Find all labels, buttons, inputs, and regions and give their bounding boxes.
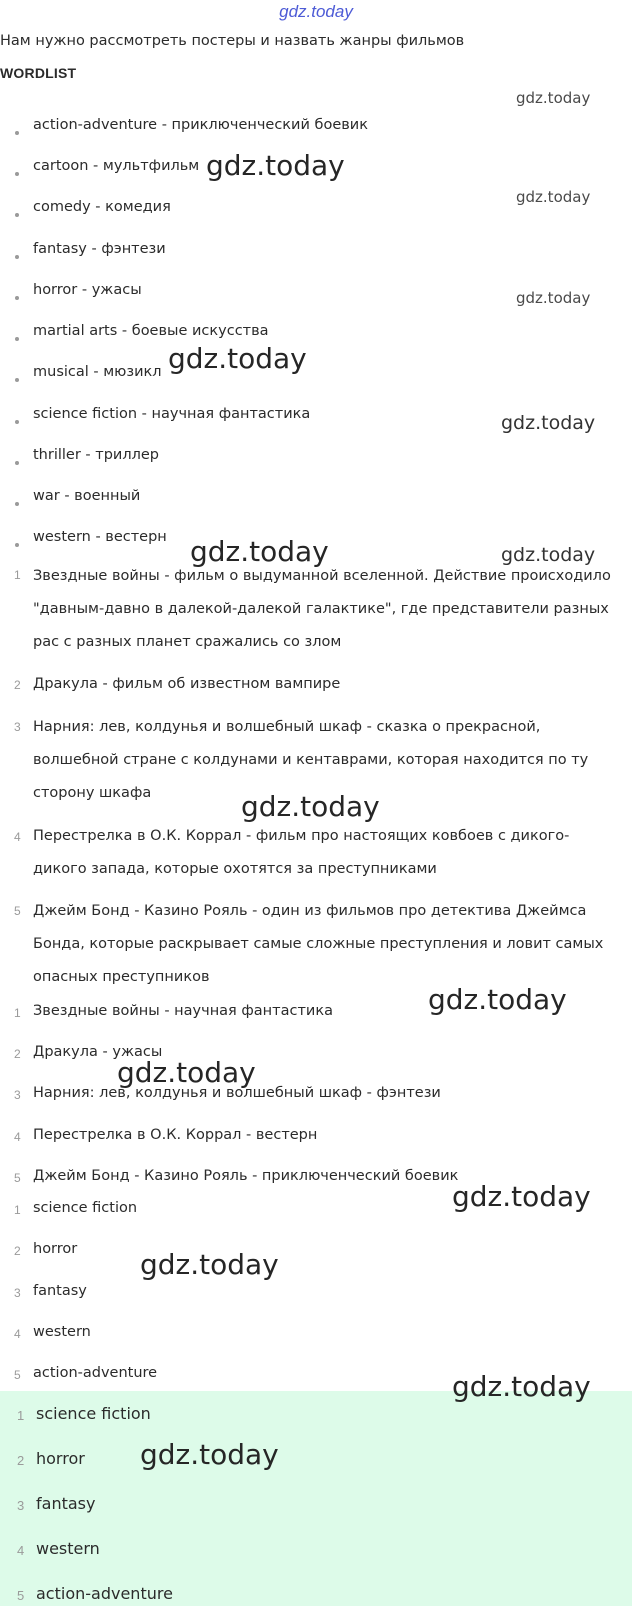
item-number: 1 <box>14 568 21 582</box>
list-item: horror - ужасы <box>33 282 142 298</box>
list-item: cartoon - мультфильм <box>33 158 200 174</box>
watermark: gdz.today <box>140 1248 279 1281</box>
description-item: Звездные войны - фильм о выдуманной вселенной. Действие происходило "давным-давно в далекой-далекой галактике", где представители разных рас с разных планет сражались со злом <box>33 568 611 650</box>
item-number: 1 <box>14 1006 21 1020</box>
list-item: fantasy - фэнтези <box>33 241 166 257</box>
genre-item: Дракула - ужасы <box>33 1044 163 1060</box>
watermark: gdz.today <box>168 342 307 375</box>
highlighted-answer-item: horror <box>36 1449 85 1468</box>
item-number: 4 <box>17 1543 25 1558</box>
item-number: 2 <box>14 1244 21 1258</box>
item-number: 2 <box>17 1453 25 1468</box>
item-number: 4 <box>14 1327 21 1341</box>
list-item: science fiction - научная фантастика <box>33 406 311 422</box>
watermark: gdz.today <box>241 790 380 823</box>
genre-item: Джейм Бонд - Казино Рояль - приключенческий боевик <box>33 1168 459 1184</box>
list-item: war - военный <box>33 488 141 504</box>
bullet-icon <box>15 337 19 341</box>
bullet-icon <box>15 172 19 176</box>
watermark: gdz.today <box>516 188 591 206</box>
list-item: western - вестерн <box>33 529 167 545</box>
item-number: 4 <box>14 830 21 844</box>
genre-item: Звездные войны - научная фантастика <box>33 1003 333 1019</box>
answer-highlight-block <box>0 1391 632 1606</box>
answer-item: western <box>33 1324 91 1340</box>
highlighted-answer-item: fantasy <box>36 1494 96 1513</box>
watermark: gdz.today <box>190 535 329 568</box>
description-item: Перестрелка в О.К. Коррал - фильм про настоящих ковбоев с дикого-дикого запада, которые охотятся за преступниками <box>33 828 570 877</box>
answer-item: action-adventure <box>33 1365 158 1381</box>
bullet-icon <box>15 378 19 382</box>
top-watermark: gdz.today <box>279 2 353 21</box>
description-item: Дракула - фильм об известном вампире <box>33 676 341 692</box>
bullet-icon <box>15 502 19 506</box>
watermark: gdz.today <box>516 89 591 107</box>
item-number: 3 <box>14 1286 21 1300</box>
bullet-icon <box>15 131 19 135</box>
watermark: gdz.today <box>428 983 567 1016</box>
item-number: 3 <box>17 1498 25 1513</box>
watermark: gdz.today <box>117 1056 256 1089</box>
item-number: 1 <box>14 1203 21 1217</box>
description-item: Нарния: лев, колдунья и волшебный шкаф - сказка о прекрасной, волшебной стране с колдунами и кентаврами, которая находится по ту сторону шкафа <box>33 719 589 801</box>
watermark: gdz.today <box>140 1438 279 1471</box>
wordlist-heading: WORDLIST <box>0 65 77 81</box>
genre-item: Перестрелка в О.К. Коррал - вестерн <box>33 1127 318 1143</box>
list-item: comedy - комедия <box>33 199 171 215</box>
intro-text: Нам нужно рассмотреть постеры и назвать жанры фильмов <box>0 33 465 49</box>
item-number: 5 <box>14 904 21 918</box>
watermark: gdz.today <box>206 149 345 182</box>
watermark: gdz.today <box>501 544 596 566</box>
highlighted-answer-item: western <box>36 1539 100 1558</box>
item-number: 2 <box>14 1047 21 1061</box>
bullet-icon <box>15 461 19 465</box>
list-item: action-adventure - приключенческий боевик <box>33 117 368 133</box>
highlighted-answer-item: action-adventure <box>36 1584 173 1603</box>
item-number: 3 <box>14 720 21 734</box>
bullet-icon <box>15 296 19 300</box>
item-number: 2 <box>14 678 21 692</box>
item-number: 5 <box>17 1588 25 1603</box>
answer-item: science fiction <box>33 1200 138 1216</box>
description-item: Джейм Бонд - Казино Рояль - один из фильмов про детектива Джеймса Бонда, которые раскрывает самые сложные преступления и ловит самых опасных преступников <box>33 903 604 985</box>
answer-item: fantasy <box>33 1283 87 1299</box>
highlighted-answer-item: science fiction <box>36 1404 151 1423</box>
watermark: gdz.today <box>501 412 596 434</box>
bullet-icon <box>15 255 19 259</box>
watermark: gdz.today <box>452 1180 591 1213</box>
item-number: 5 <box>14 1368 21 1382</box>
watermark: gdz.today <box>516 289 591 307</box>
bullet-icon <box>15 420 19 424</box>
item-number: 3 <box>14 1088 21 1102</box>
answer-item: horror <box>33 1241 78 1257</box>
bullet-icon <box>15 543 19 547</box>
bullet-icon <box>15 213 19 217</box>
list-item: musical - мюзикл <box>33 364 162 380</box>
item-number: 1 <box>17 1408 25 1423</box>
list-item: martial arts - боевые искусства <box>33 323 269 339</box>
watermark: gdz.today <box>452 1370 591 1403</box>
genre-item: Нарния: лев, колдунья и волшебный шкаф - фэнтези <box>33 1085 441 1101</box>
list-item: thriller - триллер <box>33 447 159 463</box>
item-number: 5 <box>14 1171 21 1185</box>
item-number: 4 <box>14 1130 21 1144</box>
